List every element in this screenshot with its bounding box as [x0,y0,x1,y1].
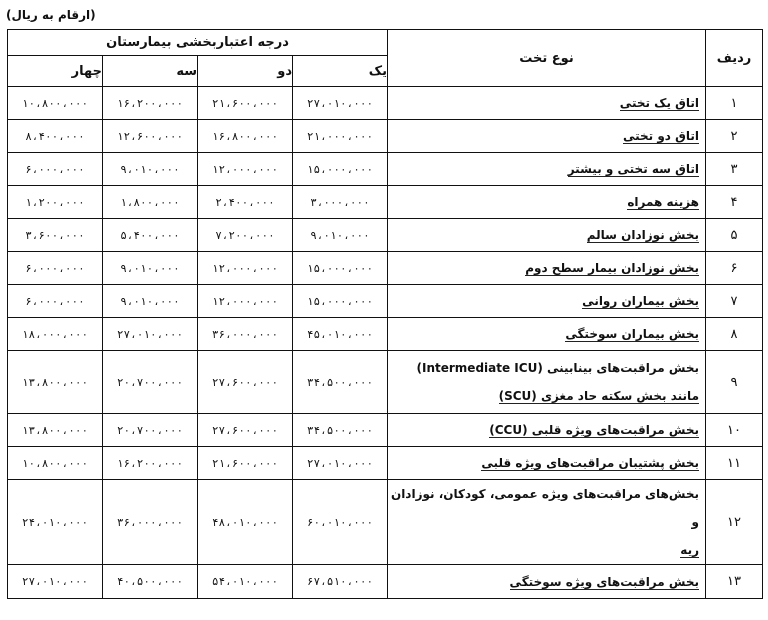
rate-grade-4: ۱۳،۸۰۰،۰۰۰ [8,414,103,447]
header-grade-1: یک [293,56,388,87]
rate-grade-2: ۱۲،۰۰۰،۰۰۰ [198,285,293,318]
bed-type-label: اتاق یک تختی [619,96,699,110]
rate-grade-3: ۹،۰۱۰،۰۰۰ [103,285,198,318]
bed-type-cell [388,186,706,219]
rate-grade-4: ۲۷،۰۱۰،۰۰۰ [8,565,103,599]
rate-grade-1: ۴۵،۰۱۰،۰۰۰ [293,318,388,351]
bed-rates-table [7,29,763,599]
row-number: ۱ [706,87,763,120]
bed-type-cell [388,252,706,285]
header-grade-4: چهار [8,56,103,87]
table-row [8,120,763,153]
header-grade-2: دو [198,56,293,87]
rate-grade-3: ۱،۸۰۰،۰۰۰ [103,186,198,219]
row-number: ۳ [706,153,763,186]
rate-grade-3: ۳۶،۰۰۰،۰۰۰ [103,480,198,565]
bed-type-label-line2: ریه [680,543,699,557]
rate-grade-2: ۱۲،۰۰۰،۰۰۰ [198,153,293,186]
bed-type-label: بخش نوزادان بیمار سطح دوم [525,261,699,275]
header-grade-3: سه [103,56,198,87]
bed-type-cell [388,447,706,480]
bed-type-cell [388,219,706,252]
bed-type-cell [388,318,706,351]
rate-grade-4: ۶،۰۰۰،۰۰۰ [8,285,103,318]
table-row [8,153,763,186]
header-row-no: ردیف [706,30,763,87]
header-grade-group: درجه اعتباربخشی بیمارستان [8,30,388,56]
bed-type-label: بخش مراقبت‌های ویژه سوختگی [509,574,699,589]
rate-grade-4: ۸،۴۰۰،۰۰۰ [8,120,103,153]
rate-grade-3: ۲۰،۷۰۰،۰۰۰ [103,414,198,447]
bed-type-label: بخش‌های مراقبت‌های ویژه عمومی، کودکان، نوزادان و [390,487,699,529]
unit-note: (ارقام به ریال) [6,8,96,22]
rate-grade-2: ۲۱،۶۰۰،۰۰۰ [198,87,293,120]
table-row [8,480,763,565]
rate-grade-1: ۹،۰۱۰،۰۰۰ [293,219,388,252]
table-row [8,219,763,252]
bed-type-label-line2: مانند بخش سکته حاد مغزی (SCU) [498,389,699,403]
bed-type-label: بخش نوزادان سالم [586,228,699,242]
rate-grade-1: ۳،۰۰۰،۰۰۰ [293,186,388,219]
rate-grade-4: ۱۸،۰۰۰،۰۰۰ [8,318,103,351]
bed-type-label: بخش مراقبت‌های بینابینی (Intermediate ICU) [416,361,699,375]
rate-grade-2: ۱۲،۰۰۰،۰۰۰ [198,252,293,285]
table-row [8,318,763,351]
bed-type-cell [388,480,706,565]
table-row [8,87,763,120]
row-number: ۵ [706,219,763,252]
rate-grade-4: ۶،۰۰۰،۰۰۰ [8,153,103,186]
rate-grade-2: ۲۷،۶۰۰،۰۰۰ [198,351,293,414]
row-number: ۱۱ [706,447,763,480]
row-number: ۲ [706,120,763,153]
rate-grade-4: ۱۰،۸۰۰،۰۰۰ [8,447,103,480]
bed-type-label: اتاق دو تختی [622,129,699,143]
rate-grade-1: ۱۵،۰۰۰،۰۰۰ [293,285,388,318]
rate-grade-2: ۲۱،۶۰۰،۰۰۰ [198,447,293,480]
rate-grade-1: ۶۰،۰۱۰،۰۰۰ [293,480,388,565]
header-bed-type: نوع تخت [388,30,706,87]
table-row [8,447,763,480]
rate-grade-2: ۲،۴۰۰،۰۰۰ [198,186,293,219]
row-number: ۹ [706,351,763,414]
table-row [8,565,763,599]
rate-grade-4: ۲۴،۰۱۰،۰۰۰ [8,480,103,565]
rate-grade-1: ۲۷،۰۱۰،۰۰۰ [293,87,388,120]
rate-grade-2: ۷،۲۰۰،۰۰۰ [198,219,293,252]
rate-grade-2: ۲۷،۶۰۰،۰۰۰ [198,414,293,447]
bed-type-label: اتاق سه تختی و بیشتر [567,162,699,176]
rate-grade-2: ۱۶،۸۰۰،۰۰۰ [198,120,293,153]
row-number: ۱۰ [706,414,763,447]
rate-grade-3: ۴۰،۵۰۰،۰۰۰ [103,565,198,599]
rate-grade-2: ۳۶،۰۰۰،۰۰۰ [198,318,293,351]
rate-grade-1: ۱۵،۰۰۰،۰۰۰ [293,252,388,285]
bed-type-label: بخش بیماران سوختگی [565,327,699,341]
rate-grade-4: ۱۳،۸۰۰،۰۰۰ [8,351,103,414]
rate-grade-3: ۱۲،۶۰۰،۰۰۰ [103,120,198,153]
rate-grade-3: ۵،۴۰۰،۰۰۰ [103,219,198,252]
row-number: ۷ [706,285,763,318]
bed-type-label: بخش پشتیبان مراقبت‌های ویژه قلبی [481,456,699,470]
row-number: ۸ [706,318,763,351]
bed-type-cell [388,351,706,414]
rate-grade-3: ۲۰،۷۰۰،۰۰۰ [103,351,198,414]
rate-grade-4: ۱۰،۸۰۰،۰۰۰ [8,87,103,120]
rate-grade-1: ۲۱،۰۰۰،۰۰۰ [293,120,388,153]
rate-grade-1: ۲۷،۰۱۰،۰۰۰ [293,447,388,480]
bed-type-label: بخش بیماران روانی [582,294,699,308]
rate-grade-1: ۳۴،۵۰۰،۰۰۰ [293,351,388,414]
rate-grade-4: ۳،۶۰۰،۰۰۰ [8,219,103,252]
table-row [8,351,763,414]
bed-type-cell [388,153,706,186]
rate-grade-1: ۱۵،۰۰۰،۰۰۰ [293,153,388,186]
rate-grade-1: ۶۷،۵۱۰،۰۰۰ [293,565,388,599]
table-row [8,252,763,285]
bed-type-cell [388,87,706,120]
rate-grade-3: ۹،۰۱۰،۰۰۰ [103,153,198,186]
rate-grade-2: ۵۴،۰۱۰،۰۰۰ [198,565,293,599]
rate-grade-1: ۳۴،۵۰۰،۰۰۰ [293,414,388,447]
bed-type-cell [388,285,706,318]
row-number: ۶ [706,252,763,285]
rate-grade-4: ۱،۲۰۰،۰۰۰ [8,186,103,219]
rate-grade-3: ۹،۰۱۰،۰۰۰ [103,252,198,285]
bed-type-label: هزینه همراه [627,195,699,209]
rate-grade-3: ۱۶،۲۰۰،۰۰۰ [103,447,198,480]
row-number: ۴ [706,186,763,219]
rate-grade-2: ۴۸،۰۱۰،۰۰۰ [198,480,293,565]
rate-grade-4: ۶،۰۰۰،۰۰۰ [8,252,103,285]
bed-type-cell [388,414,706,447]
rate-grade-3: ۱۶،۲۰۰،۰۰۰ [103,87,198,120]
row-number: ۱۲ [706,480,763,565]
table-row [8,186,763,219]
table-row [8,285,763,318]
bed-type-label: بخش مراقبت‌های ویژه قلبی (CCU) [489,423,699,437]
bed-type-cell [388,565,706,599]
row-number: ۱۳ [706,565,763,599]
bed-type-cell [388,120,706,153]
rate-grade-3: ۲۷،۰۱۰،۰۰۰ [103,318,198,351]
table-row [8,414,763,447]
